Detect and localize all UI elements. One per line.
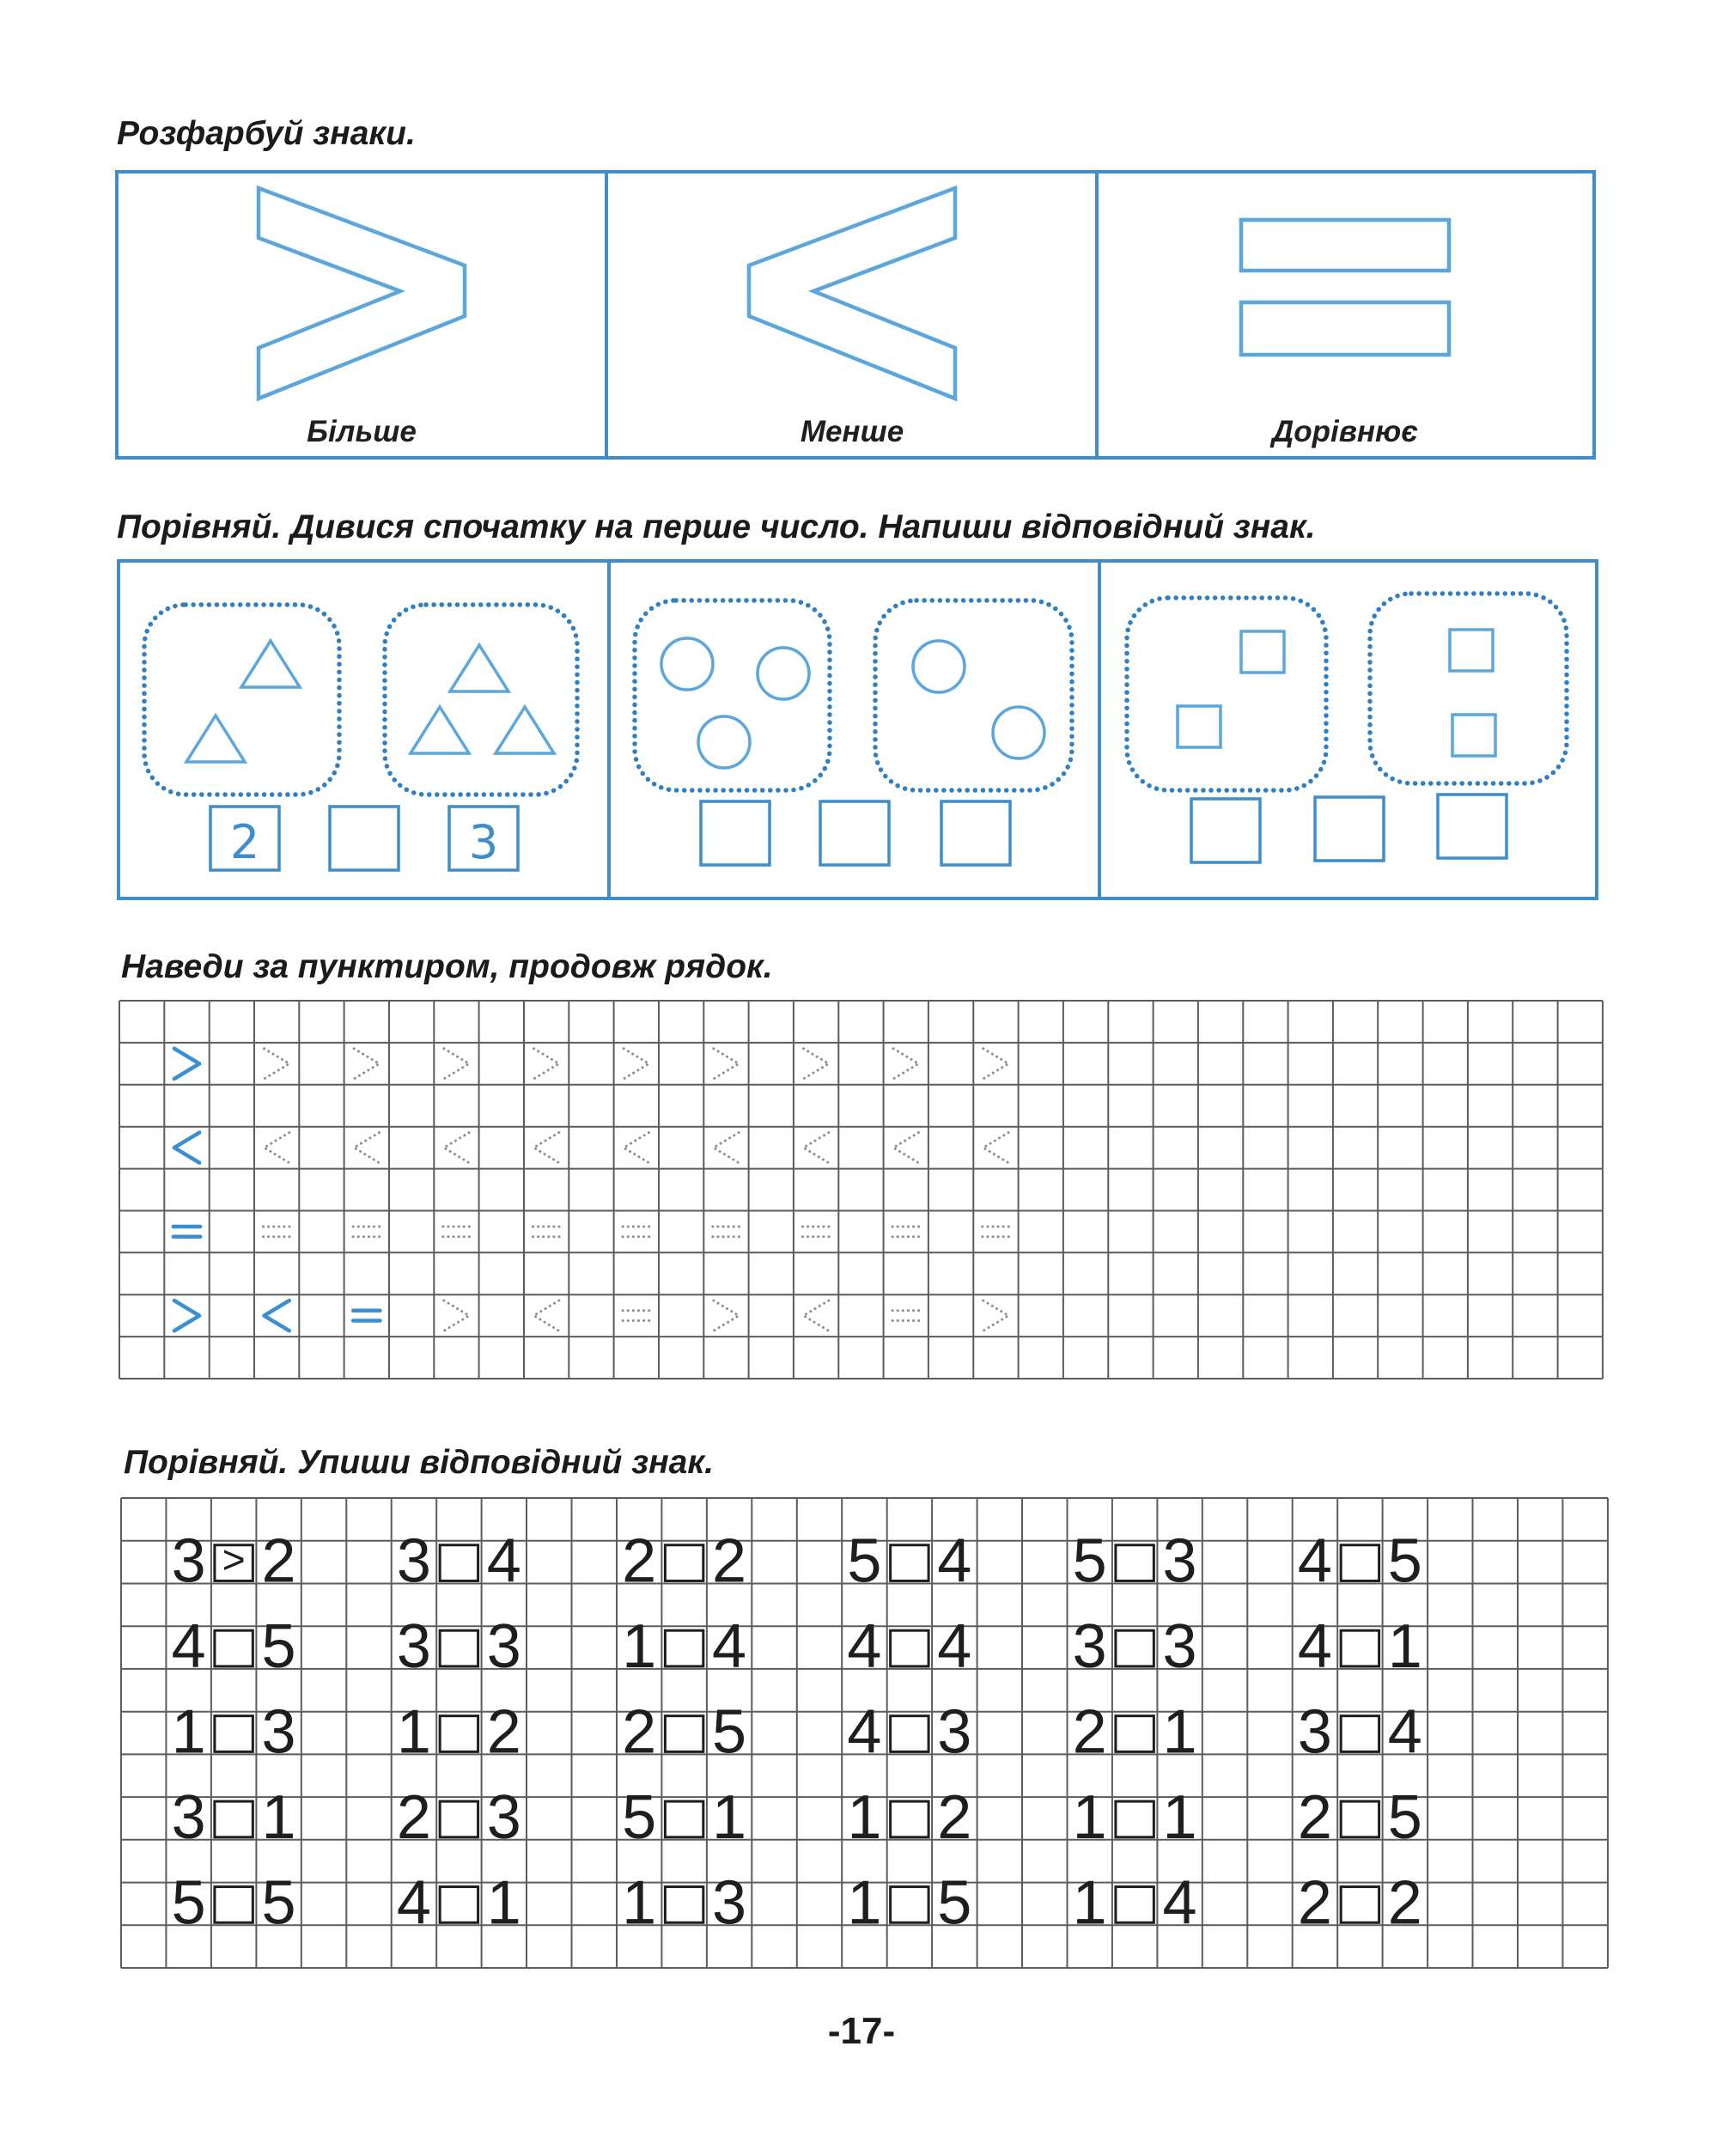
right-number: 3 xyxy=(937,1697,972,1767)
left-number: 3 xyxy=(1297,1697,1332,1767)
answer-box-frame xyxy=(330,807,399,870)
right-number: 3 xyxy=(486,1782,521,1852)
right-number: 3 xyxy=(712,1868,747,1938)
task-title-trace: Наведи за пунктиром, продовж рядок. xyxy=(121,948,773,985)
comparison-item xyxy=(1073,1868,1197,1937)
sign-answer-box xyxy=(1116,1887,1154,1923)
sign-answer-box xyxy=(891,1630,928,1666)
dotted-greater-than-icon xyxy=(803,1049,828,1079)
compare-task-1 xyxy=(144,605,577,870)
left-number: 1 xyxy=(171,1697,206,1767)
left-number: 1 xyxy=(622,1868,657,1938)
comparison-item xyxy=(172,1526,296,1595)
square-icon xyxy=(1178,706,1221,747)
right-number: 5 xyxy=(1387,1782,1422,1852)
object-group-left xyxy=(635,600,830,790)
right-number: 1 xyxy=(261,1782,296,1852)
right-number: 1 xyxy=(712,1782,747,1852)
sign-answer-box xyxy=(1341,1545,1379,1581)
left-number: 5 xyxy=(847,1526,882,1596)
sample-equals-icon xyxy=(174,1227,200,1237)
dotted-equals-icon xyxy=(983,1227,1009,1237)
sign-answer-box xyxy=(665,1801,703,1837)
left-number: 4 xyxy=(847,1611,882,1681)
dotted-greater-than-icon xyxy=(983,1300,1008,1331)
compare-task-3 xyxy=(1127,594,1567,862)
comparison-item xyxy=(172,1783,296,1852)
comparison-item xyxy=(1298,1612,1422,1681)
comparison-item xyxy=(172,1868,296,1937)
right-number: 5 xyxy=(712,1697,747,1767)
left-number: 3 xyxy=(1072,1611,1107,1681)
left-number: 2 xyxy=(396,1782,431,1852)
sign-cell-1 xyxy=(259,188,465,448)
left-number: 3 xyxy=(171,1526,206,1596)
comparison-item xyxy=(847,1697,971,1766)
sign-answer-box xyxy=(215,1630,253,1666)
left-number: 1 xyxy=(396,1697,431,1767)
compare-groups-frame xyxy=(119,561,1597,898)
dotted-equals-icon xyxy=(713,1227,740,1237)
equals-icon xyxy=(1241,220,1449,355)
sign-label: Менше xyxy=(800,415,904,448)
sign-answer-box xyxy=(1341,1716,1379,1752)
left-number: 2 xyxy=(1072,1697,1107,1767)
equals-bar-bottom xyxy=(1241,302,1449,355)
comparison-item xyxy=(172,1697,296,1766)
dotted-less-than-icon xyxy=(533,1300,558,1331)
left-number: 4 xyxy=(847,1697,882,1767)
sign-answer-box xyxy=(215,1887,253,1923)
right-number: 5 xyxy=(1387,1526,1422,1596)
dotted-equals-icon xyxy=(892,1227,919,1237)
sign-answer-box xyxy=(1341,1801,1379,1837)
sign-answer-box xyxy=(1116,1716,1154,1752)
sign-answer-box xyxy=(440,1887,478,1923)
left-number: 2 xyxy=(1297,1782,1332,1852)
right-number: 4 xyxy=(712,1611,747,1681)
sign-answer-box xyxy=(1116,1801,1154,1837)
sample-greater-than-icon xyxy=(174,1300,199,1331)
greater-than-icon xyxy=(259,188,465,399)
answer-box-frame xyxy=(701,801,770,865)
comparison-item xyxy=(397,1783,521,1852)
comparison-item xyxy=(847,1783,971,1852)
left-number: 4 xyxy=(1297,1526,1332,1596)
answer-box-frame xyxy=(941,801,1010,865)
right-number: 1 xyxy=(1162,1782,1197,1852)
sample-less-than-icon xyxy=(265,1300,289,1331)
dotted-less-than-icon xyxy=(983,1133,1008,1163)
sign-cell-3 xyxy=(1241,220,1449,448)
left-number: 5 xyxy=(1072,1526,1107,1596)
right-number: 3 xyxy=(1162,1611,1197,1681)
left-number: 5 xyxy=(622,1782,657,1852)
answer-value: 2 xyxy=(229,815,260,869)
left-number: 1 xyxy=(847,1782,882,1852)
circle-icon xyxy=(661,638,713,690)
sign-label: Дорівнює xyxy=(1271,415,1419,448)
dotted-equals-icon xyxy=(892,1311,919,1321)
comparison-item xyxy=(847,1612,971,1681)
sign-answer-box xyxy=(665,1716,703,1752)
dotted-equals-icon xyxy=(353,1227,380,1237)
right-number: 2 xyxy=(1387,1868,1422,1938)
dotted-greater-than-icon xyxy=(444,1049,469,1079)
left-number: 4 xyxy=(396,1868,431,1938)
triangle-icon xyxy=(496,707,554,753)
right-number: 4 xyxy=(1387,1697,1422,1767)
left-number: 1 xyxy=(847,1868,882,1938)
answer-box-frame xyxy=(820,801,889,865)
left-number: 2 xyxy=(622,1697,657,1767)
equals-bar-top xyxy=(1241,220,1449,271)
sign-answer-box xyxy=(215,1716,253,1752)
comparison-item xyxy=(622,1697,746,1766)
right-number: 4 xyxy=(937,1526,972,1596)
left-number: 3 xyxy=(396,1526,431,1596)
sign-answer-box xyxy=(665,1630,703,1666)
dotted-group-frame xyxy=(875,600,1072,790)
sign-answer-box xyxy=(1116,1630,1154,1666)
right-number: 2 xyxy=(937,1782,972,1852)
sign-answer-box xyxy=(440,1630,478,1666)
answer-box-right xyxy=(941,801,1010,865)
dotted-less-than-icon xyxy=(265,1133,289,1163)
answer-value: 3 xyxy=(468,815,499,869)
comparison-item xyxy=(847,1526,971,1595)
dotted-group-frame xyxy=(144,605,339,795)
comparison-item xyxy=(1298,1868,1422,1937)
sign-answer-box xyxy=(215,1801,253,1837)
right-number: 3 xyxy=(486,1611,521,1681)
sign-answer-box xyxy=(665,1887,703,1923)
sign-answer-box xyxy=(1116,1545,1154,1581)
right-number: 2 xyxy=(712,1526,747,1596)
comparison-item xyxy=(1298,1697,1422,1766)
sign-answer-box xyxy=(891,1887,928,1923)
answer-box-sign xyxy=(330,807,399,870)
sample-less-than-icon xyxy=(174,1133,199,1163)
right-number: 4 xyxy=(1162,1868,1197,1938)
dotted-group-frame xyxy=(385,605,577,795)
comparison-item xyxy=(1073,1697,1197,1766)
triangle-icon xyxy=(450,645,508,691)
dotted-less-than-icon xyxy=(624,1133,648,1163)
right-number: 2 xyxy=(261,1526,296,1596)
comparison-item xyxy=(622,1612,746,1681)
sign-answer-box xyxy=(665,1545,703,1581)
left-number: 2 xyxy=(622,1526,657,1596)
right-number: 4 xyxy=(937,1611,972,1681)
right-number: 1 xyxy=(486,1868,521,1938)
answer-box-right xyxy=(449,807,518,870)
dotted-equals-icon xyxy=(533,1227,559,1237)
answer-box-sign xyxy=(820,801,889,865)
compare-numbers-grid xyxy=(121,1498,1608,1968)
square-icon xyxy=(1452,715,1495,756)
dotted-greater-than-icon xyxy=(624,1049,648,1079)
dotted-less-than-icon xyxy=(893,1133,918,1163)
sample-equals-icon xyxy=(353,1311,380,1321)
right-number: 2 xyxy=(486,1697,521,1767)
dotted-greater-than-icon xyxy=(893,1049,918,1079)
dotted-less-than-icon xyxy=(803,1300,828,1331)
sign-answer-box xyxy=(891,1716,928,1752)
right-number: 3 xyxy=(1162,1526,1197,1596)
comparison-item xyxy=(397,1868,521,1937)
less-than-icon xyxy=(749,188,955,399)
trace-grid-lines xyxy=(119,1001,1603,1379)
dotted-less-than-icon xyxy=(803,1133,828,1163)
dotted-greater-than-icon xyxy=(983,1049,1008,1079)
dotted-greater-than-icon xyxy=(354,1049,379,1079)
dotted-equals-icon xyxy=(443,1227,470,1237)
triangle-icon xyxy=(411,707,469,753)
answer-box-right xyxy=(1438,795,1507,858)
left-number: 1 xyxy=(622,1611,657,1681)
sign-cell-2 xyxy=(749,188,955,448)
dotted-less-than-icon xyxy=(714,1133,739,1163)
circle-icon xyxy=(993,707,1044,758)
dotted-group-frame xyxy=(635,600,830,790)
dotted-greater-than-icon xyxy=(533,1049,558,1079)
left-number: 1 xyxy=(1072,1868,1107,1938)
dotted-group-frame xyxy=(1127,598,1326,790)
comparison-item xyxy=(172,1612,296,1681)
answer-box-left xyxy=(1191,799,1260,862)
color-signs-panel xyxy=(117,172,1594,458)
answer-box-sign xyxy=(1315,797,1384,861)
sign-answer-box xyxy=(1341,1630,1379,1666)
comparison-item xyxy=(397,1697,521,1766)
object-group-right xyxy=(875,600,1072,790)
sign-answer-box xyxy=(440,1801,478,1837)
answer-box-left xyxy=(210,807,279,870)
answer-box-frame xyxy=(1438,795,1507,858)
dotted-equals-icon xyxy=(263,1227,289,1237)
right-number: 5 xyxy=(261,1868,296,1938)
sign-answer-box xyxy=(440,1716,478,1752)
task-title-compare-numbers: Порівняй. Упиши відповідний знак. xyxy=(124,1444,714,1481)
object-group-right xyxy=(385,605,577,795)
dotted-equals-icon xyxy=(623,1227,649,1237)
left-number: 4 xyxy=(1297,1611,1332,1681)
sign-answer-box xyxy=(1341,1887,1379,1923)
comparison-item xyxy=(397,1526,521,1595)
sign-label: Більше xyxy=(307,415,417,448)
square-icon xyxy=(1241,631,1284,673)
left-number: 3 xyxy=(171,1782,206,1852)
triangle-icon xyxy=(241,641,300,687)
page-number: -17- xyxy=(827,2010,896,2052)
dotted-equals-icon xyxy=(802,1227,829,1237)
compare-task-2 xyxy=(635,600,1072,865)
dotted-equals-icon xyxy=(623,1311,649,1321)
dotted-less-than-icon xyxy=(444,1133,469,1163)
answer-box-left xyxy=(701,801,770,865)
circle-icon xyxy=(758,648,809,699)
sample-greater-than-icon xyxy=(174,1049,199,1079)
task-title-color-signs: Розфарбуй знаки. xyxy=(117,115,416,152)
left-number: 2 xyxy=(1297,1868,1332,1938)
task-title-compare-groups: Порівняй. Дивися спочатку на перше число. Напиши відповідний знак. xyxy=(117,509,1316,545)
dotted-less-than-icon xyxy=(354,1133,379,1163)
sign-answer-box xyxy=(891,1545,928,1581)
right-number: 1 xyxy=(1387,1611,1422,1681)
circle-icon xyxy=(913,641,965,692)
circle-icon xyxy=(698,716,750,768)
object-group-right xyxy=(1370,594,1567,783)
answer-box-frame xyxy=(1315,797,1384,861)
dotted-greater-than-icon xyxy=(714,1049,739,1079)
sign-answer-box xyxy=(440,1545,478,1581)
comparison-item xyxy=(1073,1612,1197,1681)
comparison-item xyxy=(1298,1526,1422,1595)
left-number: 3 xyxy=(396,1611,431,1681)
object-group-left xyxy=(1127,598,1326,790)
dotted-greater-than-icon xyxy=(714,1300,739,1331)
trace-grid xyxy=(119,1001,1603,1379)
left-number: 5 xyxy=(171,1868,206,1938)
right-number: 3 xyxy=(261,1697,296,1767)
compare-groups-panel xyxy=(119,561,1597,898)
comparison-item xyxy=(622,1783,746,1852)
comparison-item xyxy=(847,1868,971,1937)
comparison-item xyxy=(1073,1783,1197,1852)
right-number: 4 xyxy=(486,1526,521,1596)
comparison-item xyxy=(1073,1526,1197,1595)
comparison-item xyxy=(622,1868,746,1937)
right-number: 5 xyxy=(261,1611,296,1681)
dotted-greater-than-icon xyxy=(265,1049,289,1079)
right-number: 1 xyxy=(1162,1697,1197,1767)
left-number: 1 xyxy=(1072,1782,1107,1852)
comparison-item xyxy=(397,1612,521,1681)
sign-answer-box xyxy=(891,1801,928,1837)
comparison-item xyxy=(622,1526,746,1595)
left-number: 4 xyxy=(171,1611,206,1681)
sign-answer: > xyxy=(222,1537,246,1582)
square-icon xyxy=(1450,630,1493,671)
comparison-item xyxy=(1298,1783,1422,1852)
dotted-greater-than-icon xyxy=(444,1300,469,1331)
object-group-left xyxy=(144,605,339,795)
triangle-icon xyxy=(186,716,245,762)
dotted-less-than-icon xyxy=(533,1133,558,1163)
right-number: 5 xyxy=(937,1868,972,1938)
answer-box-frame xyxy=(1191,799,1260,862)
